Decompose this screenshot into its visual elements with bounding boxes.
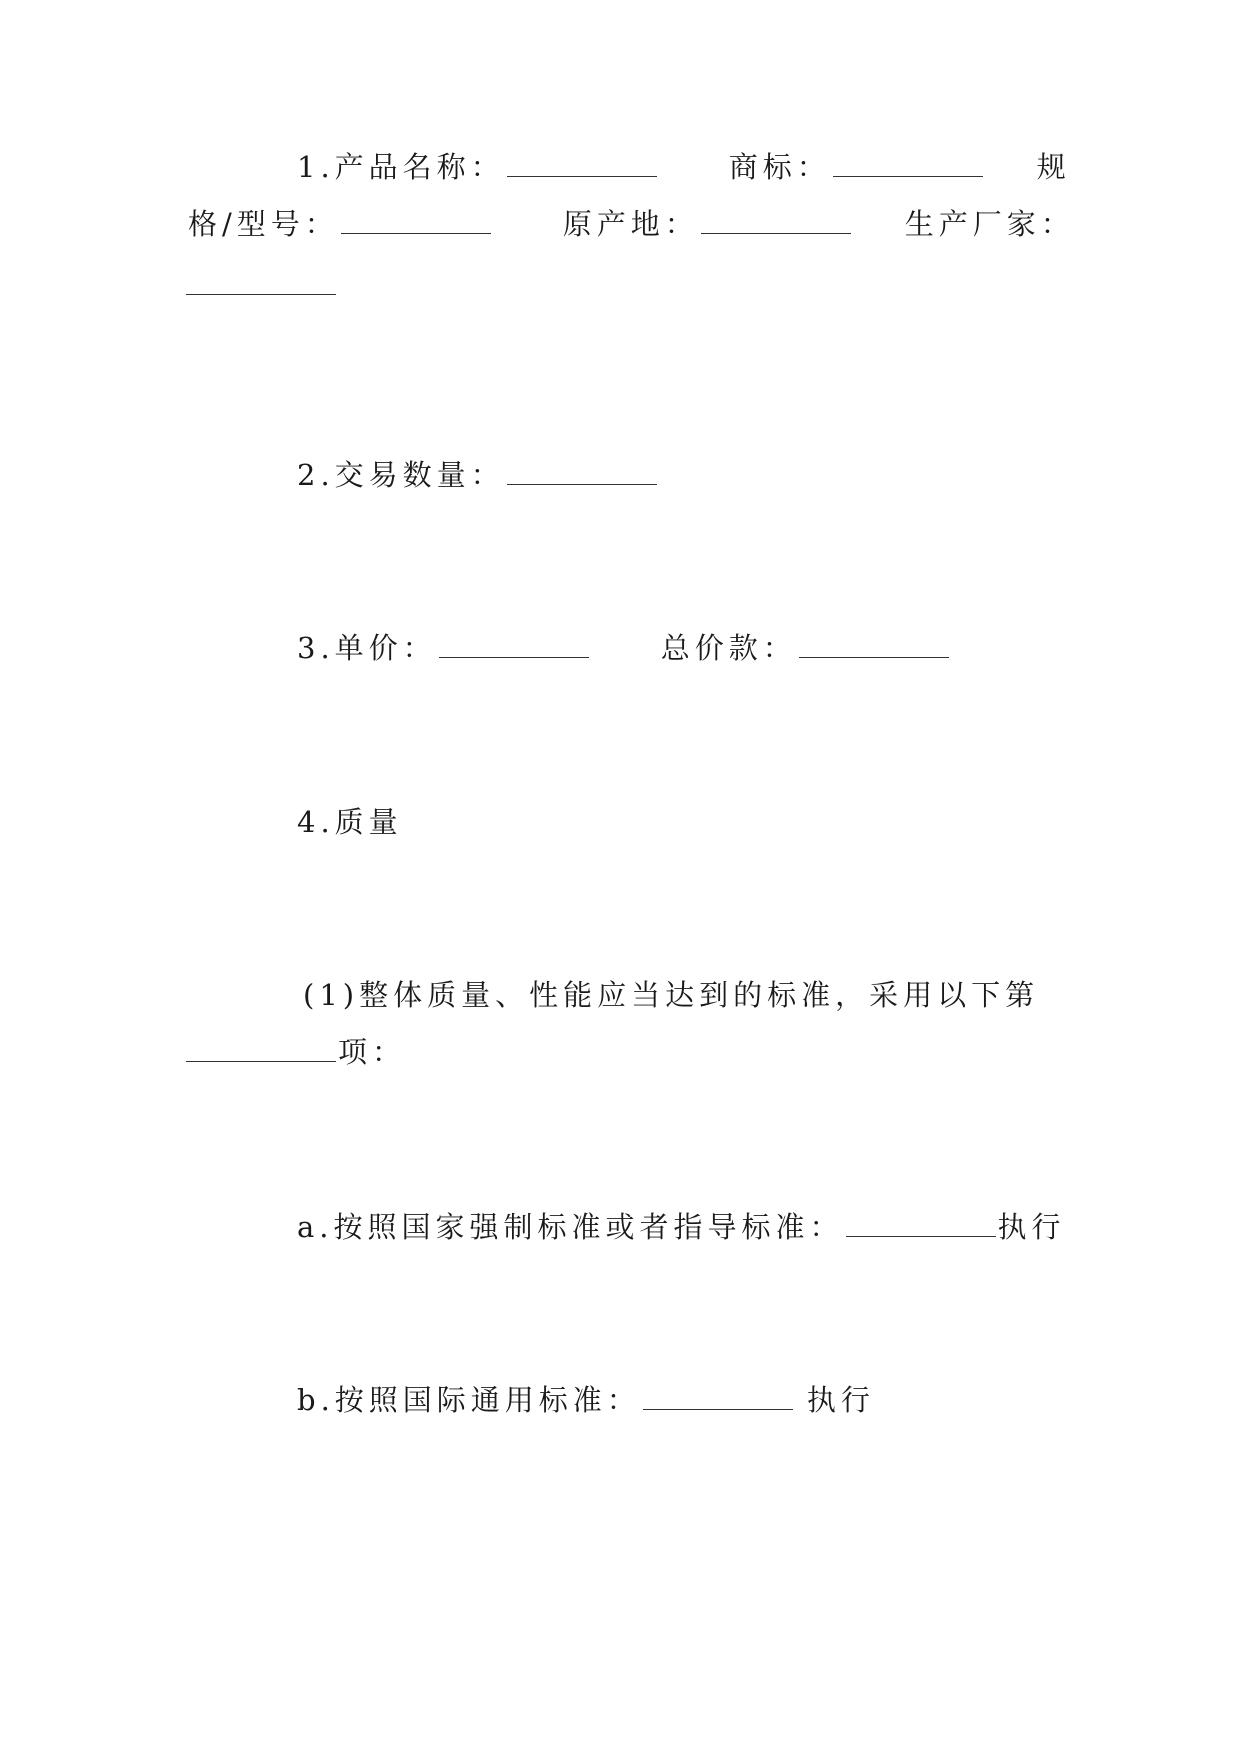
option-a-letter: a.: [297, 1210, 334, 1244]
total-price-blank[interactable]: [799, 631, 949, 658]
manufacturer-blank[interactable]: [186, 268, 336, 295]
origin-label: 原产地：: [562, 207, 699, 241]
quantity-blank[interactable]: [507, 458, 657, 485]
option-b-letter: b.: [297, 1383, 335, 1417]
item4-1-line1: [303, 975, 1039, 1015]
spec-blank[interactable]: [341, 207, 491, 234]
item1-line2: [188, 204, 1075, 244]
option-b-blank[interactable]: [643, 1383, 793, 1410]
spec-label-part2: 格/型号：: [188, 207, 339, 241]
item3-line: [297, 628, 951, 668]
total-price-label: 总价款：: [660, 631, 797, 665]
quantity-label: 交易数量：: [334, 458, 505, 492]
quality-heading: 质量: [334, 805, 403, 839]
origin-blank[interactable]: [701, 207, 851, 234]
option-b-suffix: 执行: [806, 1383, 875, 1417]
product-name-label: 产品名称：: [334, 150, 505, 184]
item1-line1: [297, 147, 1071, 187]
option-a-line: [297, 1207, 1066, 1247]
standard-choice-blank[interactable]: [186, 1035, 336, 1062]
option-a-blank[interactable]: [846, 1210, 996, 1237]
unit-price-blank[interactable]: [439, 631, 589, 658]
product-name-blank[interactable]: [507, 150, 657, 177]
item3-number: 3.: [297, 631, 335, 665]
option-b-line: [297, 1380, 875, 1420]
trademark-label: 商标：: [728, 150, 831, 184]
item1-number: 1.: [297, 150, 335, 184]
item4-number: 4.: [297, 805, 335, 839]
option-a-text: 按照国家强制标准或者指导标准：: [333, 1210, 844, 1244]
option-a-suffix: 执行: [997, 1210, 1066, 1244]
option-b-text: 按照国际通用标准：: [334, 1383, 641, 1417]
item4-1-number: (1): [303, 978, 360, 1012]
item4-1-line2: [186, 1032, 406, 1072]
item2-number: 2.: [297, 458, 335, 492]
item4-1-suffix: 项：: [338, 1035, 407, 1069]
item4-line: [297, 802, 403, 842]
spec-label-part1: 规: [1036, 150, 1071, 184]
item2-line: [297, 455, 659, 495]
item1-line3: [186, 265, 338, 305]
item4-1-text: 整体质量、性能应当达到的标准，采用以下第: [359, 978, 1040, 1012]
unit-price-label: 单价：: [334, 631, 437, 665]
trademark-blank[interactable]: [833, 150, 983, 177]
manufacturer-label: 生产厂家：: [904, 207, 1075, 241]
